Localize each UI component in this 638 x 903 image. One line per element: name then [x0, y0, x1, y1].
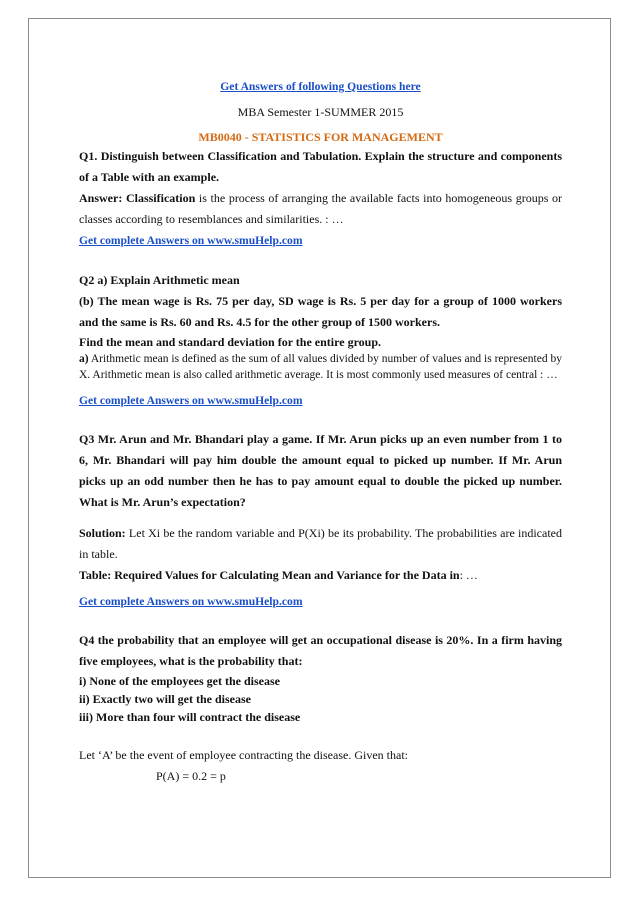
question-1 — [79, 146, 562, 251]
q1-answers-link[interactable]: Get complete Answers on www.smuHelp.com — [79, 234, 303, 247]
q4-answer-text: Let ‘A’ be the event of employee contracting the disease. Given that: — [79, 748, 408, 762]
q4-item-1: i) None of the employees get the disease — [79, 674, 280, 688]
q4-item-3: iii) More than four will contract the disease — [79, 710, 301, 724]
document-page — [28, 18, 611, 878]
q3-answers-link[interactable]: Get complete Answers on www.smuHelp.com — [79, 595, 303, 608]
q4-text: Q4 the probability that an employee will get an occupational disease is 20%. In a firm having five employees, what is the probability that: — [79, 633, 562, 668]
q2-part-b: (b) The mean wage is Rs. 75 per day, SD wage is Rs. 5 per day for a group of 1000 workers and the same is Rs. 60 and Rs. 4.5 for the other group of 1500 workers. — [79, 294, 562, 329]
q2-answer-label: a) — [79, 353, 89, 365]
q2-answer-text: Arithmetic mean is defined as the sum of all values divided by number of values and is represented by X. Arithmetic mean is also called arithmetic average. It is most commonly used measures of central : … — [79, 353, 562, 381]
document-content — [79, 77, 562, 787]
course-title: MB0040 - STATISTICS FOR MANAGEMENT — [198, 130, 443, 144]
q1-answer-label: Answer: Classification — [79, 191, 196, 205]
q2-answer — [79, 351, 562, 383]
q3-solution — [79, 523, 562, 565]
q1-answer-text: is the process of arranging the available facts into homogeneous groups or classes according to resemblances and similarities. : … — [79, 191, 562, 226]
header-block — [79, 77, 562, 146]
q3-solution-text: Let Xi be the random variable and P(Xi) be its probability. The probabilities are indicated in table. — [79, 526, 562, 561]
semester-title: MBA Semester 1-SUMMER 2015 — [237, 105, 404, 119]
q1-answer — [79, 188, 562, 230]
q4-formula: P(A) = 0.2 = p — [156, 769, 226, 783]
q3-solution-label: Solution: — [79, 526, 126, 540]
get-answers-link[interactable]: Get Answers of following Questions here — [220, 80, 421, 93]
q1-text: Q1. Distinguish between Classification and Tabulation. Explain the structure and components of a Table with an example. — [79, 149, 562, 184]
q3-text: Q3 Mr. Arun and Mr. Bhandari play a game. If Mr. Arun picks up an even number from 1 to 6, Mr. Bhandari will pay him double the amount equal to picked up number. If Mr. Arun picks up an odd number then he has to pay amount equal to double the picked up number. What is Mr. Arun’s expectation? — [79, 432, 562, 509]
q3-table-label: Table: Required Values for Calculating Mean and Variance for the Data in — [79, 568, 460, 582]
question-2 — [79, 270, 562, 410]
question-3 — [79, 429, 562, 611]
q3-table-line — [79, 565, 562, 586]
q2-part-c: Find the mean and standard deviation for the entire group. — [79, 335, 382, 349]
q4-item-2: ii) Exactly two will get the disease — [79, 692, 251, 706]
q2-part-a: Q2 a) Explain Arithmetic mean — [79, 273, 240, 287]
q2-answers-link[interactable]: Get complete Answers on www.smuHelp.com — [79, 394, 303, 407]
q3-table-suffix: : … — [459, 568, 478, 582]
question-4 — [79, 630, 562, 787]
